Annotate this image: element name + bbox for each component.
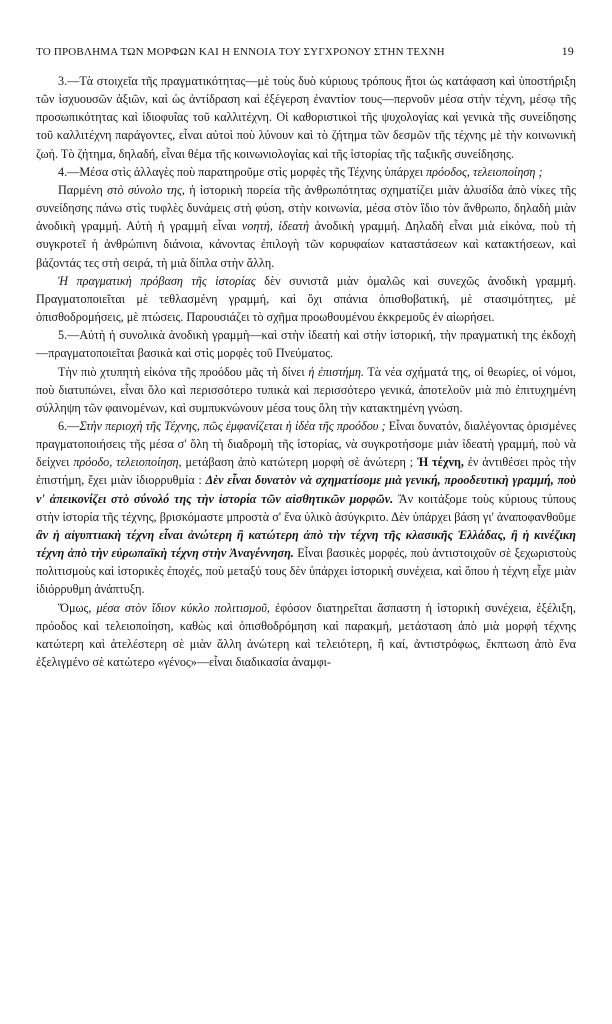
paragraph-3 [36, 72, 576, 163]
italic-span: Στὴν περιοχὴ τῆς Τέχνης, πῶς ἐμφανίζεται ἡ ἰδέα τῆς προόδου ; [79, 418, 386, 433]
paragraph-4-heading [36, 163, 576, 181]
text-span: Εἶναι δυνατόν, διαλέγοντας ὁρισμένες πραγματοποιήσεις τῆς μέσα σ' ὅλη τὴ διαδρομὴ τῆς ἱστορίας, νὰ συγκροτήσομε μιὰν ἰδεατὴ γραμμή, ποὺ νὰ δείχνει [36, 418, 576, 470]
page-number: 19 [561, 44, 574, 58]
italic-span: πρόοδος, τελειοποίηση ; [426, 164, 543, 179]
text-span: Παρμένη [58, 182, 108, 197]
running-title: ΤΟ ΠΡΟΒΛΗΜΑ ΤΩΝ ΜΟΡΦΩΝ ΚΑΙ Η ΕΝΝΟΙΑ ΤΟΥ ΣΥΓΧΡΟΝΟΥ ΣΤΗΝ ΤΕΧΝΗ [36, 46, 445, 58]
italic-span: πρόοδο, τελειοποίηση, [73, 455, 182, 470]
paragraph [36, 599, 576, 672]
text-span: Ἂν κοιτάξομε τοὺς κύριους τύπους στὴν ἱστορία τῆς τέχνης, βρισκόμαστε μπροστὰ σ' ἕνα ὑλικὸ ἀσύγκριτο. Δὲν ὑπάρχει βάση γι' ἀναποφανθοῦμε [36, 491, 576, 524]
paragraph [36, 181, 576, 272]
text-span: ἀνοδικὴ γραμμή. Δηλαδὴ εἶναι μιὰ εἰκόνα, ποὺ τὴ συγκροτεῖ ἡ ἀνθρώπινη διάνοια, κάνοντας ἐπιλογὴ τῶν κορυφαίων καταστάσεων καὶ κατακτήσεων, καὶ βάζοντάς τες στὴ σειρά, τὴ μιὰ δίπλα στὴν ἄλλη. [36, 219, 576, 270]
paragraph-6 [36, 417, 576, 599]
italic-span: Ἡ πραγματικὴ πρόβαση τῆς ἱστορίας [58, 273, 256, 288]
text-span: Ὅμως, [58, 600, 97, 615]
text-span: Τὴν πιὸ χτυπητὴ εἰκόνα τῆς προόδου μᾶς τὴ δίνει [58, 364, 309, 379]
italic-span: στὸ σύνολο της, [107, 182, 185, 197]
bold-italic-span: ἂν ἡ αἰγυπτιακὴ τέχνη εἶναι ἀνώτερη ἢ κατώτερη ἀπὸ τὴν τέχνη τῆς κλασικῆς Ἑλλάδας, ἢ ἡ κινέζικη τέχνη ἀπὸ τὴν εὐρωπαϊκὴ τέχνη στὴν Ἀναγέννηση. [36, 527, 576, 561]
italic-span: μέσα στὸν ἴδιον κύκλο πολιτισμοῦ, [96, 600, 270, 615]
paragraph [36, 272, 576, 326]
body-text [36, 72, 576, 671]
text-span: ἐν ἀντιθέσει πρὸς τὴν ἐπιστήμη, ἔχει μιὰν ἰδιορρυθμία : [36, 455, 576, 488]
bold-span: Ἡ τέχνη, [417, 455, 464, 470]
text-span: ἡ ἱστορικὴ πορεία τῆς ἀνθρωπότητας σχηματίζει μιὰν ἀλυσίδα ἀπὸ νίκες τῆς συνείδησης πάνω στὶς τυφλὲς δυνάμεις στὴ φύση, στὴν κοινωνία, μέσα στὸν ἴδιο τὸν ἄνθρωπο, δηλαδὴ μιὰν ἀνοδικὴ γραμμή. Αὐτὴ ἡ γραμμὴ εἶναι [36, 182, 576, 234]
italic-span: νοητή, ἰδεατὴ [241, 219, 310, 234]
italic-span: ἡ ἐπιστήμη. [308, 364, 364, 379]
paragraph [36, 363, 576, 417]
text-span: 3.—Τὰ στοιχεῖα τῆς πραγματικότητας—μὲ τοὺς δυὸ κύριους τρόπους ἤτοι ὡς κατάφαση καὶ ὑποστήριξη τῶν ἰσχυουσῶν ἀξιῶν, καὶ ὡς ἀντίδραση καὶ ἐξέγερση ἐναντίον τους—περνοῦν μέσα στὴν τέχνη, μέσῳ τῆς προσωπικότητας καὶ ἰδιοφυΐας τοῦ καλλιτέχνη. Οἱ καθοριστικοὶ τῆς ψυχολογίας καὶ γενικὰ τῆς συνείδησης τοῦ καλλιτέχνη παράγοντες, εἶναι αὐτοὶ ποὺ λύνουν καὶ τὸ ζήτημα τῶν δεσμῶν τῆς τέχνης μὲ τὴν κοινωνικὴ ζωή. Τὸ ζήτημα, δηλαδή, εἶναι θέμα τῆς κοινωνιολογίας καὶ τῆς ἱστορίας τῆς ταξικῆς συνείδησης. [36, 74, 576, 161]
running-header [36, 44, 574, 59]
text-span: Τὰ νέα σχήματά της, οἱ θεωρίες, οἱ νόμοι, ποὺ διατυπώνει, εἶναι ὅλο καὶ περισσότερο τυπικὰ καὶ περισσότερο γενικά, ἀποτελοῦν μιὰ πιὸ ἐπιτυχημένη σύλληψη τῶν φαινομένων, καὶ συμπυκνώνουν μέσα τους ὅλη τὴν κατακτημένη γνώση. [36, 364, 576, 415]
bold-italic-span: Δὲν εἶναι δυνατὸν νὰ σχηματίσομε μιὰ γενική, προοδευτικὴ γραμμή, ποὺ ν' ἀπεικονίζει στὸ σύνολό της τὴν ἱστορία τῶν αἰσθητικῶν μορφῶν. [36, 473, 576, 506]
text-span: μετάβαση ἀπὸ κατώτερη μορφὴ σὲ ἀνώτερη ; [181, 455, 418, 470]
text-span: 5.—Αὐτὴ ἡ συνολικὰ ἀνοδικὴ γραμμὴ—καὶ στὴν ἰδεατὴ καὶ στὴν ἱστορική, τὴν πραγματικὴ της ἐκδοχὴ—πραγματοποιεῖται βασικὰ καὶ στὶς μορφὲς τοῦ Πνεύματος. [36, 328, 576, 361]
text-span: Εἶναι βασικὲς μορφές, ποὺ ἀντιστοιχοῦν σὲ ξεχωριστοὺς πολιτισμοὺς καὶ ἱστορικὲς ἐποχές, ποὺ μεταξύ τους δὲν ὑπάρχει ἱστορικὴ συνέχεια, καὶ ὅπου ἡ τέχνη εἶχε μιὰν ἰδιόρρυθμη ἀνάπτυξη. [36, 546, 576, 597]
paragraph-5 [36, 326, 576, 362]
text-span: ἐφόσον διατηρεῖται ἄσπαστη ἡ ἱστορικὴ συνέχεια, ἐξέλιξη, πρόοδος καὶ τελειοποίηση, καθὼς καὶ ὀπισθοδρόμηση καὶ παρακμή, μετάσταση ἀπὸ μιὰ μορφὴ τέχνης κατώτερη καὶ ἀτελέστερη σὲ μιὰν ἄλλη ἀνώτερη καὶ τελειότερη, ἢ καί, ἀντιστρόφως, ἔκπτωση ἀπὸ ἕνα ἐξελιγμένο σὲ κατώτερο «γένος»—εἶναι διαδικασία ἀναμφι- [36, 600, 576, 669]
text-span: 4.—Μέσα στὶς ἀλλαγὲς ποὺ παρατηροῦμε στὶς μορφὲς τῆς Τέχνης ὑπάρχει [58, 164, 427, 179]
text-span: 6.— [58, 418, 80, 433]
text-span: δὲν συνιστᾶ μιὰν ὁμαλῶς καὶ συνεχῶς ἀνοδικὴ γραμμή. Πραγματοποιεῖται μὲ τεθλασμένη γραμμή, καὶ ὄχι σπάνια ὀπισθοβατική, μὲ στασιμότητες, μὲ ὀπισθοδρομήσεις, μὲ πτώσεις. Παρουσιάζει τὸ σχῆμα προωθουμένου ἐκκρεμοῦς ἐν αἰωρήσει. [36, 273, 577, 325]
